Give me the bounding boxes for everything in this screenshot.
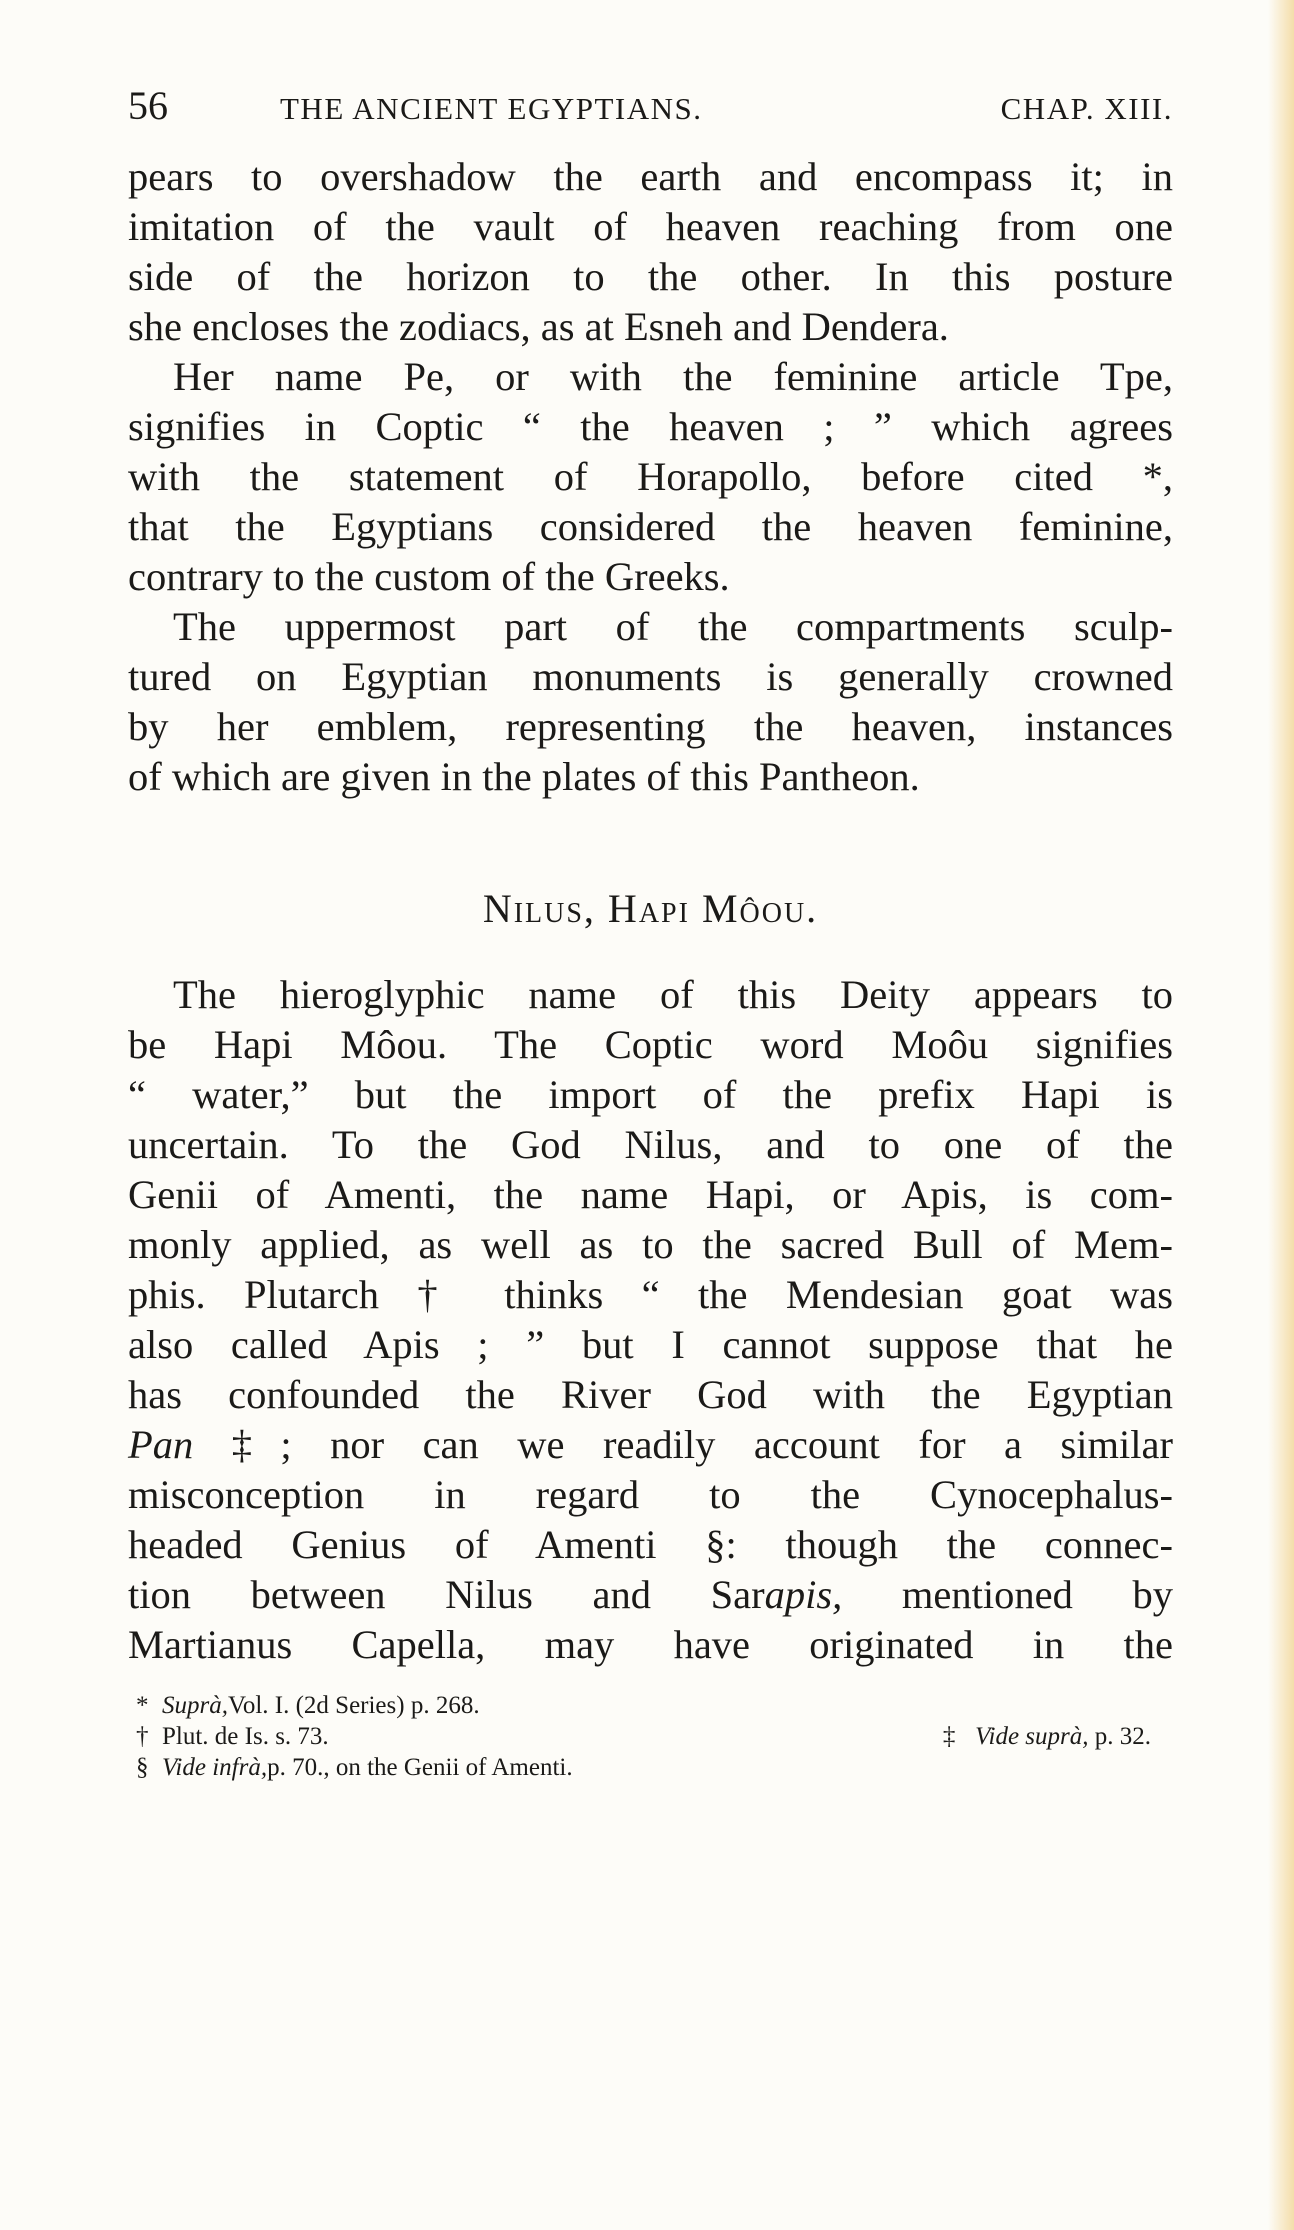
running-header (128, 82, 1173, 130)
section-heading: Nilus, Hapi Môou. (482, 886, 819, 931)
text-line: contrary to the custom of the Greeks. (128, 554, 730, 599)
chapter-label: CHAP. XIII. (1000, 91, 1173, 126)
text-line: The uppermost part of the compartments sculp- (173, 604, 1173, 649)
text-line: monly applied, as well as to the sacred Bull of Mem- (128, 1222, 1173, 1267)
footnote-italic: Vide infrà, (162, 1754, 268, 1781)
italic-word: Pan (128, 1422, 194, 1467)
book-page (128, 82, 1173, 1783)
text-line (128, 1420, 1173, 1470)
text-line: she encloses the zodiacs, as at Esneh and Dendera. (128, 304, 949, 349)
text-line: tured on Egyptian monuments is generally crowned (128, 654, 1173, 699)
text-line: misconception in regard to the Cynocephalus- (128, 1472, 1173, 1517)
text-span: tion between Nilus and (128, 1572, 711, 1617)
footnote-italic: Vide suprà, (975, 1723, 1089, 1750)
footnote (943, 1721, 1151, 1752)
text-line: of which are given in the plates of this Pantheon. (128, 754, 920, 799)
text-span: mentioned by (842, 1572, 1173, 1617)
text-line: headed Genius of Amenti §: though the connec- (128, 1522, 1173, 1567)
footnote-mark: ‡ (942, 1723, 956, 1750)
text-line: “ water,” but the import of the prefix Hapi is (128, 1072, 1173, 1117)
footnote-mark: § (136, 1754, 149, 1781)
text-line: with the statement of Horapollo, before cited *, (128, 454, 1173, 499)
text-line: has confounded the River God with the Egyptian (128, 1372, 1173, 1417)
page-number: 56 (128, 83, 168, 128)
text-line: The hieroglyphic name of this Deity appears to (173, 972, 1173, 1017)
footnote (128, 1721, 1173, 1752)
footnote (128, 1752, 1173, 1783)
running-title: THE ANCIENT EGYPTIANS. (280, 91, 703, 126)
text-line: be Hapi Môou. The Coptic word Moôu signifies (128, 1022, 1173, 1067)
footnote-text: Plut. de Is. s. 73. (162, 1723, 329, 1750)
text-line: also called Apis ; ” but I cannot suppose that he (128, 1322, 1173, 1367)
text-span: ‡; nor can we readily account for a similar (193, 1422, 1173, 1467)
body-text (128, 152, 1173, 1670)
footnote-text: p. 32. (1088, 1723, 1151, 1750)
footnote (128, 1690, 1173, 1721)
text-line: Genii of Amenti, the name Hapi, or Apis, is com- (128, 1172, 1173, 1217)
footnote-italic: Suprà, (162, 1692, 228, 1719)
text-line: phis. Plutarch † thinks “ the Mendesian goat was (128, 1272, 1173, 1317)
footnote-mark: * (136, 1692, 149, 1719)
footnote-mark: † (136, 1723, 149, 1750)
text-line (128, 1570, 1173, 1620)
text-line: side of the horizon to the other. In this posture (128, 254, 1173, 299)
footnote-text: p. 70., on the Genii of Amenti. (267, 1754, 573, 1781)
text-line: uncertain. To the God Nilus, and to one of the (128, 1122, 1173, 1167)
text-line: by her emblem, representing the heaven, instances (128, 704, 1173, 749)
footnote-text: Vol. I. (2d Series) p. 268. (227, 1692, 480, 1719)
text-line: imitation of the vault of heaven reaching from one (128, 204, 1173, 249)
text-line: Her name Pe, or with the feminine article Tpe, (173, 354, 1173, 399)
italic-word: apis, (764, 1572, 843, 1617)
text-span: Sar (710, 1572, 765, 1617)
text-line: that the Egyptians considered the heaven feminine, (128, 504, 1173, 549)
page-edge-shading (1268, 0, 1294, 2230)
text-line: pears to overshadow the earth and encompass it; in (128, 154, 1173, 199)
text-line: signifies in Coptic “ the heaven ; ” which agrees (128, 404, 1173, 449)
footnotes (128, 1690, 1173, 1783)
text-line: Martianus Capella, may have originated in the (128, 1622, 1173, 1667)
